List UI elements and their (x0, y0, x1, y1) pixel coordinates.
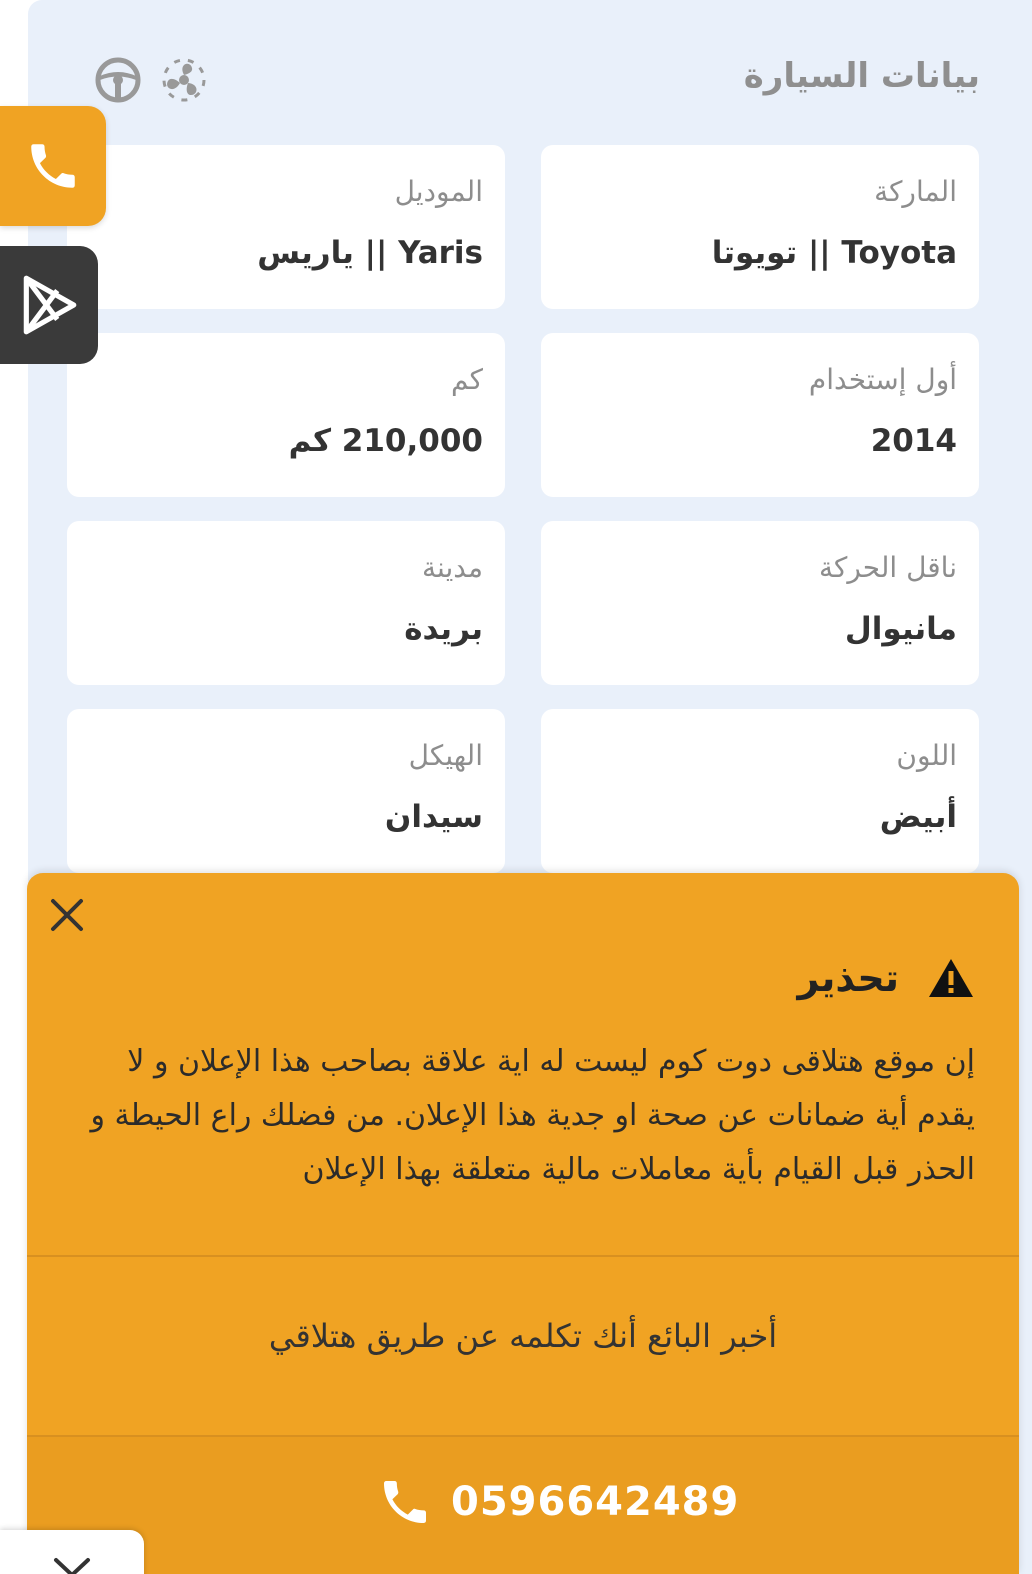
warning-sheet (27, 873, 1019, 1574)
fan-icon (160, 56, 208, 104)
spec-value: 210,000 كم (288, 423, 483, 459)
play-store-icon (16, 272, 82, 338)
close-icon[interactable] (47, 895, 87, 935)
floating-call-button[interactable] (0, 106, 106, 226)
phone-number: 0596642489 (451, 1479, 740, 1525)
spec-label: أول إستخدام (808, 363, 957, 396)
warning-header (797, 953, 975, 1003)
warning-triangle-icon (927, 957, 975, 999)
spec-value: أبيض (879, 799, 957, 835)
section-title: بيانات السيارة (743, 56, 980, 96)
spec-label: اللون (896, 739, 957, 772)
warning-body: إن موقع هتلاقى دوت كوم ليست له اية علاقة بصاحب هذا الإعلان و لا يقدم أية ضمانات عن صحة او جدية هذا الإعلان. من فضلك راع الحيطة و الحذر قبل القيام بأية معاملات مالية متعلقة بهذا الإعلان (90, 1044, 975, 1187)
spec-label: كم (451, 363, 483, 396)
spec-card-mileage (67, 333, 505, 497)
spec-value: مانيوال (844, 611, 957, 647)
bottom-close-tab[interactable] (0, 1530, 144, 1574)
close-icon (48, 1556, 96, 1574)
spec-card-body (67, 709, 505, 873)
spec-card-brand (541, 145, 979, 309)
spec-card-transmission (541, 521, 979, 685)
spec-value: سيدان (384, 799, 483, 835)
spec-label: ناقل الحركة (819, 551, 957, 584)
tell-seller-note: أخبر البائع أنك تكلمه عن طريق هتلاقي (268, 1317, 778, 1355)
spec-card-first-use (541, 333, 979, 497)
spec-label: مدينة (422, 551, 483, 584)
spec-label: الموديل (394, 175, 483, 208)
play-store-button[interactable] (0, 246, 98, 364)
warning-title: تحذير (797, 956, 899, 1000)
spec-value: بريدة (404, 611, 483, 647)
phone-icon (24, 137, 82, 195)
spec-value: Yaris || ياريس (257, 235, 483, 271)
spec-value: 2014 (870, 423, 957, 459)
spec-card-color (541, 709, 979, 873)
spec-card-city (67, 521, 505, 685)
phone-cta[interactable] (377, 1469, 739, 1535)
spec-value: Toyota || تويوتا (711, 235, 957, 271)
steering-wheel-icon (94, 56, 142, 104)
divider (27, 1255, 1019, 1257)
spec-label: الهيكل (408, 739, 483, 772)
call-seller-button[interactable] (27, 1437, 1019, 1574)
phone-icon (377, 1474, 433, 1530)
spec-label: الماركة (874, 175, 957, 208)
spec-card-model (67, 145, 505, 309)
